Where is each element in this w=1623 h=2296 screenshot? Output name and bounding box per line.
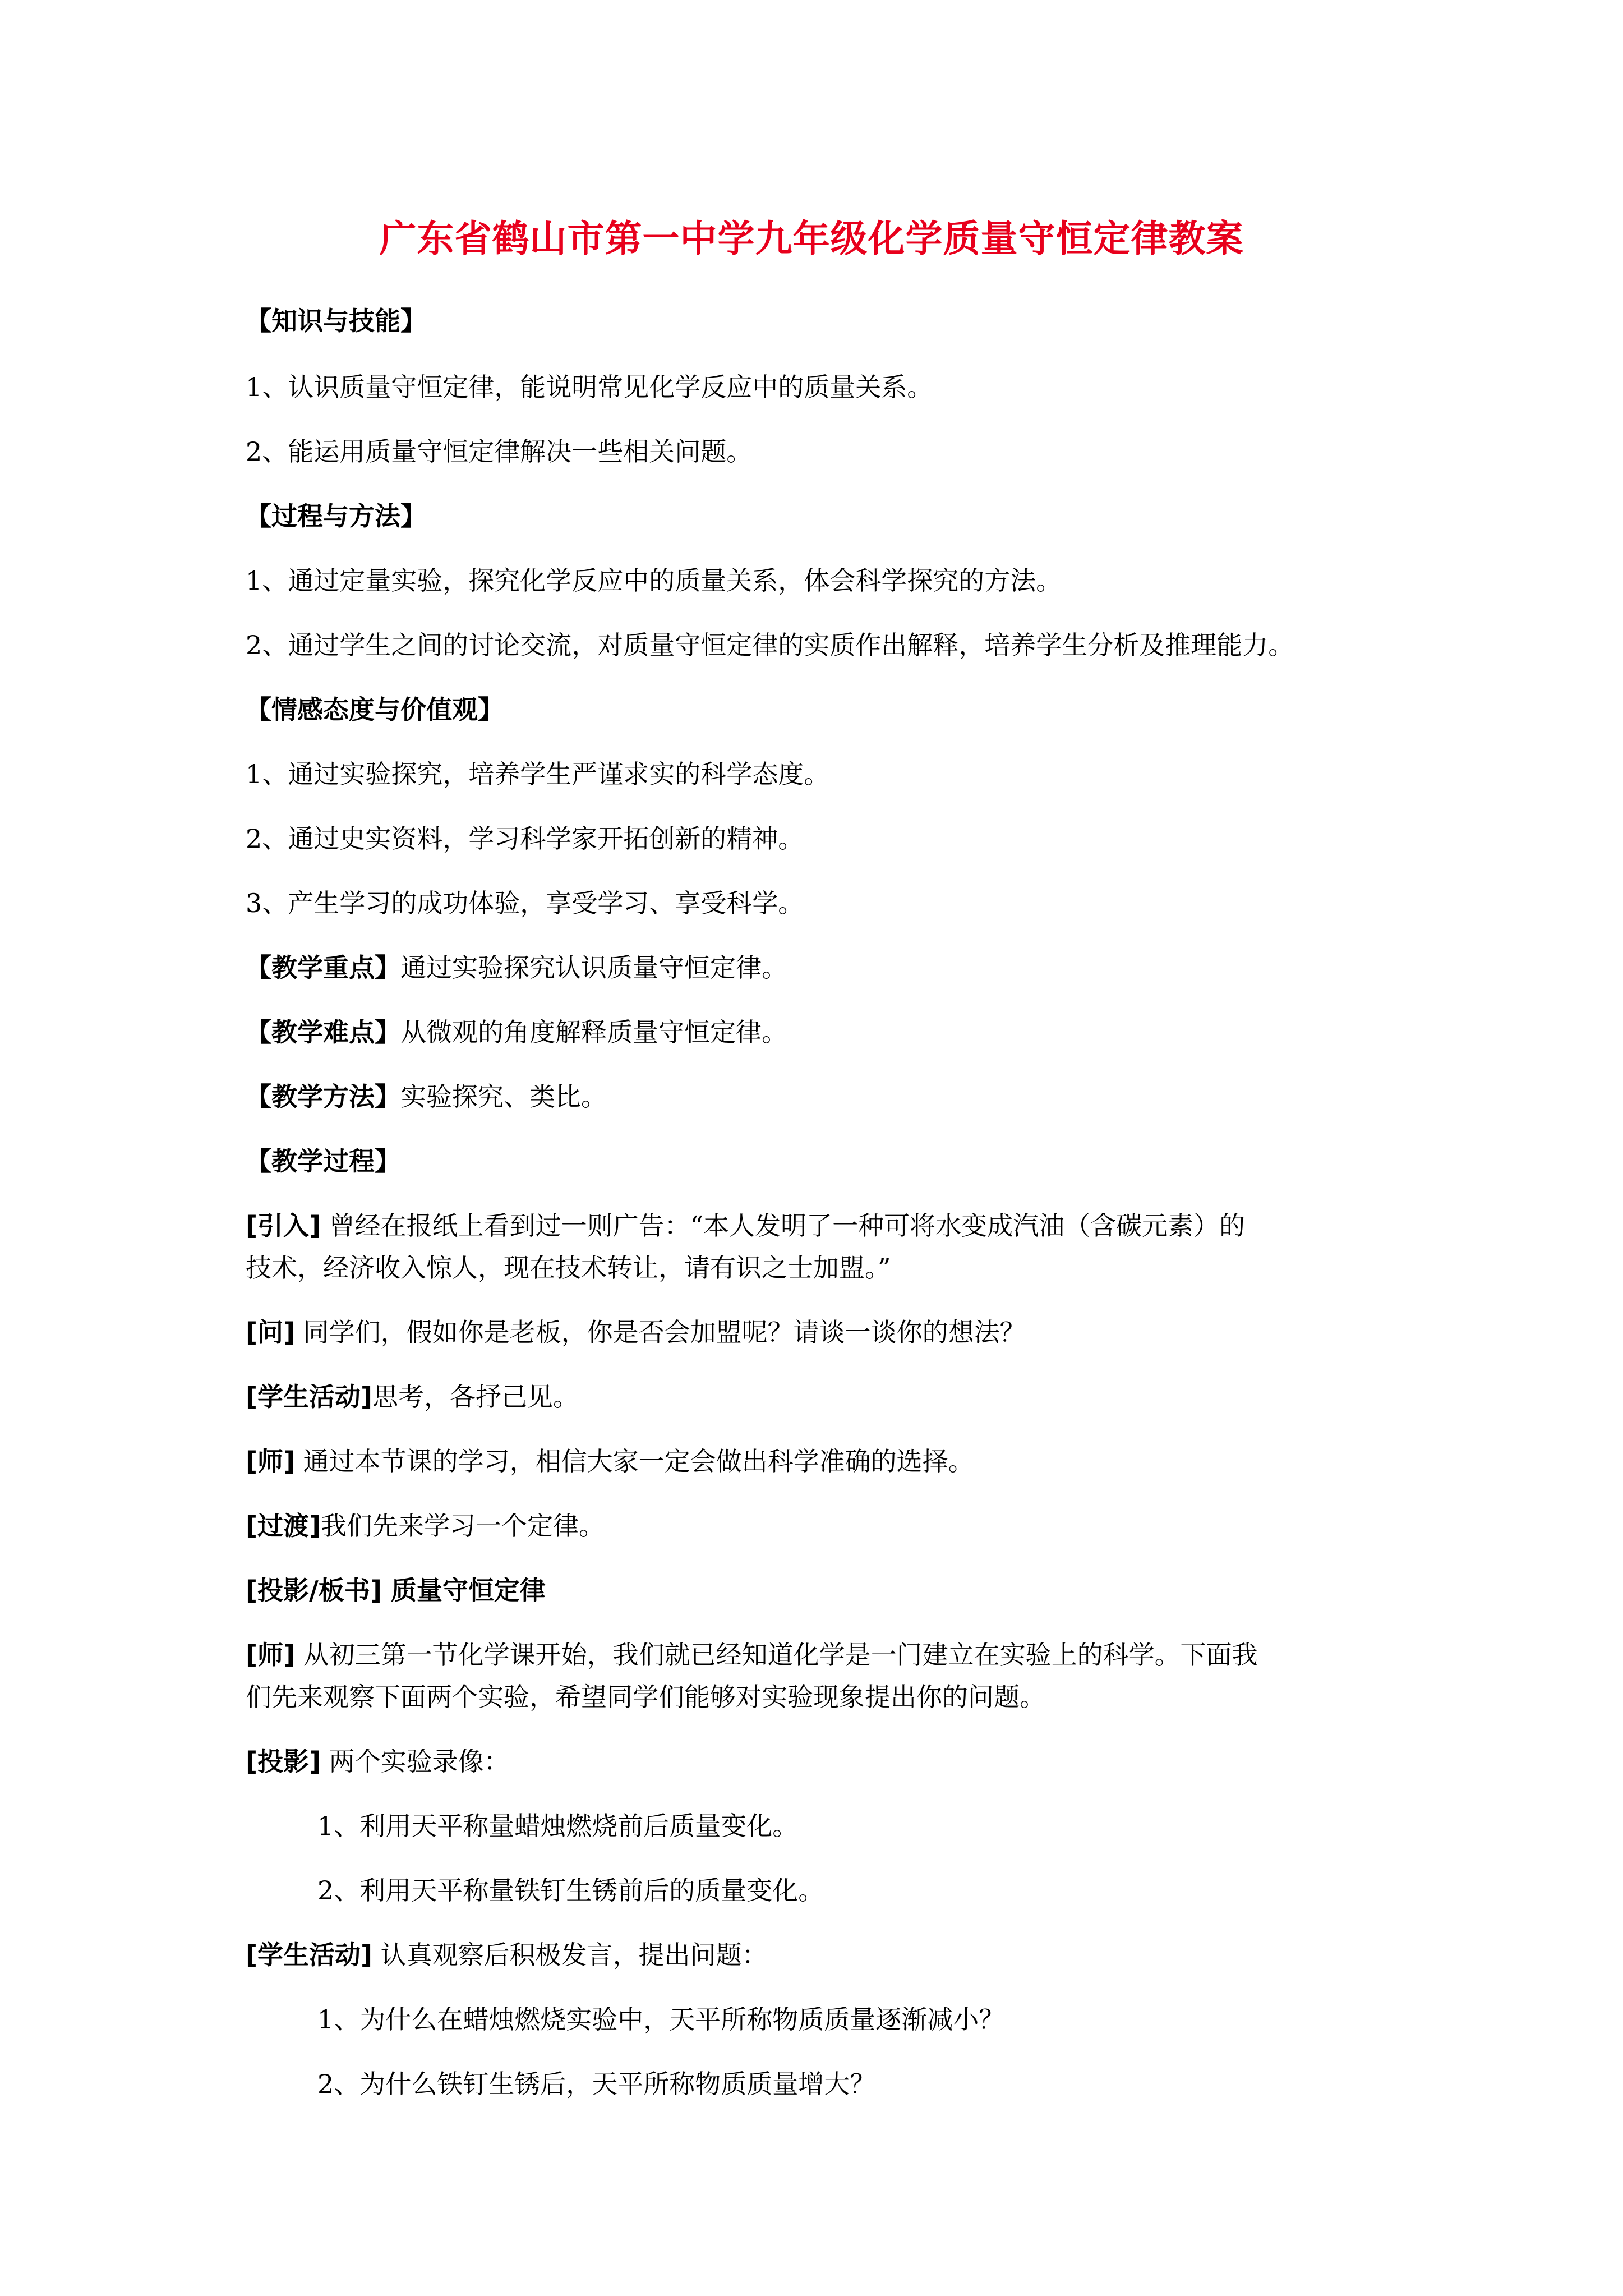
teacher-line (246, 1444, 974, 1478)
teacher-line-2-cont: 们先来观察下面两个实验，希望同学们能够对实验现象提出你的问题。 (246, 1682, 1045, 1712)
difficulty-line (246, 1015, 787, 1049)
student-activity-text-2: 认真观察后积极发言，提出问题： (372, 1940, 768, 1970)
projection-board-line (246, 1573, 546, 1607)
transition-label: [过渡] (246, 1511, 321, 1541)
knowledge-item: 2、能运用质量守恒定律解决一些相关问题。 (246, 436, 753, 467)
student-activity-line-2 (246, 1938, 768, 1972)
document-title: 广东省鹤山市第一中学九年级化学质量守恒定律教案 (379, 217, 1244, 260)
key-point-label: 【教学重点】 (246, 953, 400, 983)
key-point-text: 通过实验探究认识质量守恒定律。 (400, 953, 787, 983)
key-point-line (246, 951, 787, 984)
teacher-label: [师] (246, 1446, 296, 1476)
knowledge-heading: 【知识与技能】 (246, 306, 426, 336)
teacher-label-2: [师] (246, 1640, 296, 1670)
projection-label: [投影] (246, 1746, 321, 1777)
intro-line-2: 技术，经济收入惊人，现在技术转让，请有识之士加盟。” (246, 1253, 891, 1283)
projection-text: 两个实验录像： (321, 1746, 510, 1777)
difficulty-text: 从微观的角度解释质量守恒定律。 (400, 1017, 787, 1047)
experiment-item: 1、利用天平称量蜡烛燃烧前后质量变化。 (317, 1811, 799, 1841)
process-heading: 【过程与方法】 (246, 501, 426, 531)
student-activity-label: [学生活动] (246, 1382, 373, 1412)
knowledge-item: 1、认识质量守恒定律，能说明常见化学反应中的质量关系。 (246, 372, 933, 402)
intro-label: [引入] (246, 1211, 321, 1241)
difficulty-label: 【教学难点】 (246, 1017, 400, 1047)
student-question-item: 2、为什么铁钉生锈后，天平所称物质质量增大？ (317, 2069, 876, 2099)
teacher-text-2: 从初三第一节化学课开始，我们就已经知道化学是一门建立在实验上的科学。下面我 (295, 1640, 1258, 1670)
transition-line (246, 1509, 605, 1543)
process-item: 1、通过定量实验，探究化学反应中的质量关系，体会科学探究的方法。 (246, 565, 1062, 596)
question-label: [问] (246, 1317, 296, 1347)
question-line (246, 1315, 1026, 1349)
projection-line (246, 1745, 510, 1778)
teacher-text: 通过本节课的学习，相信大家一定会做出科学准确的选择。 (295, 1446, 974, 1476)
intro-text: 曾经在报纸上看到过一则广告：“本人发明了一种可将水变成汽油（含碳元素）的 (321, 1211, 1246, 1241)
process-item: 2、通过学生之间的讨论交流，对质量守恒定律的实质作出解释，培养学生分析及推理能力。 (246, 630, 1294, 660)
student-activity-label-2: [学生活动] (246, 1940, 373, 1970)
student-activity-line (246, 1380, 579, 1414)
emotion-item: 2、通过史实资料，学习科学家开拓创新的精神。 (246, 823, 804, 854)
student-question-item: 1、为什么在蜡烛燃烧实验中，天平所称物质质量逐渐减小？ (317, 2004, 1005, 2035)
experiment-item: 2、利用天平称量铁钉生锈前后的质量变化。 (317, 1875, 824, 1906)
projection-board-label: [投影/板书] (246, 1575, 382, 1605)
emotion-heading: 【情感态度与价值观】 (246, 694, 504, 725)
method-line (246, 1080, 607, 1114)
intro-line (246, 1209, 1245, 1243)
procedure-heading: 【教学过程】 (246, 1146, 400, 1176)
projection-board-text: 质量守恒定律 (381, 1575, 546, 1605)
method-label: 【教学方法】 (246, 1082, 400, 1112)
emotion-item: 1、通过实验探究，培养学生严谨求实的科学态度。 (246, 759, 830, 789)
emotion-item: 3、产生学习的成功体验，享受学习、享受科学。 (246, 888, 804, 918)
transition-text: 我们先来学习一个定律。 (321, 1511, 605, 1541)
teacher-line-2 (246, 1638, 1258, 1672)
question-text: 同学们，假如你是老板，你是否会加盟呢？请谈一谈你的想法？ (295, 1317, 1026, 1347)
student-activity-text: 思考，各抒己见。 (372, 1382, 579, 1412)
method-text: 实验探究、类比。 (400, 1082, 607, 1112)
